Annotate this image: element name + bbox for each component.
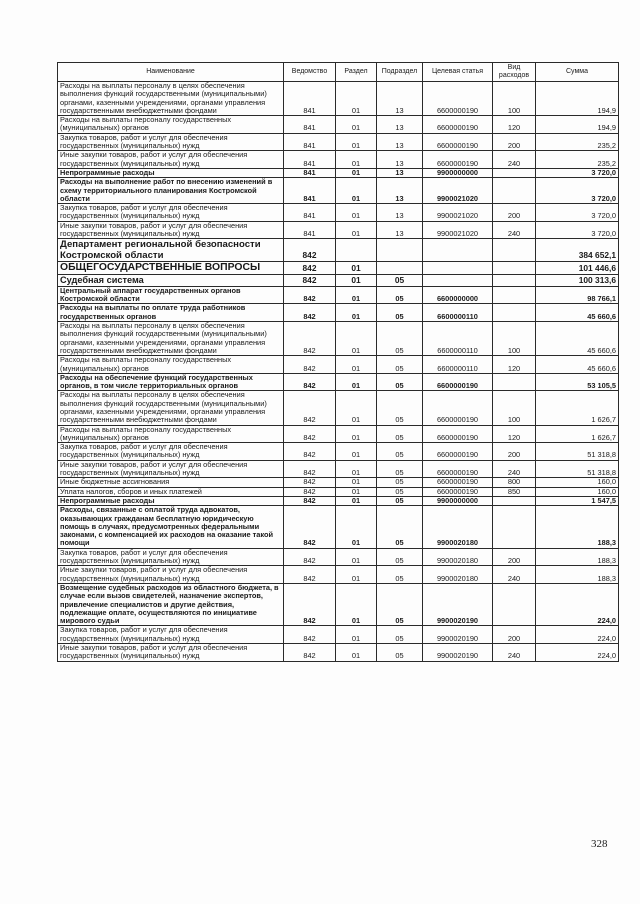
table-row xyxy=(58,275,619,287)
cell-razdel: 01 xyxy=(336,644,377,662)
cell-summa: 160,0 xyxy=(536,478,619,487)
cell-summa: 224,0 xyxy=(536,644,619,662)
cell-summa: 160,0 xyxy=(536,487,619,496)
table-row xyxy=(58,425,619,443)
cell-vid-raskhodov xyxy=(493,506,536,548)
cell-name: Иные закупки товаров, работ и услуг для обеспечения государственных (муниципальных) нужд xyxy=(58,151,284,169)
cell-vid-raskhodov: 200 xyxy=(493,133,536,151)
cell-razdel: 01 xyxy=(336,168,377,177)
table-row xyxy=(58,496,619,505)
cell-vid-raskhodov: 100 xyxy=(493,391,536,425)
table-row xyxy=(58,460,619,478)
cell-tselevaya-statya: 6600000190 xyxy=(423,82,493,116)
cell-vid-raskhodov: 800 xyxy=(493,478,536,487)
cell-name: Расходы, связанные с оплатой труда адвокатов, оказывающих гражданам бесплатную юридическую помощь в случаях, предусмотренных федеральными законами, с компенсацией их расходов на оказание такой помощи xyxy=(58,506,284,548)
cell-vedomstvo: 842 xyxy=(284,391,336,425)
table-row xyxy=(58,221,619,239)
cell-vedomstvo: 841 xyxy=(284,82,336,116)
cell-vedomstvo: 842 xyxy=(284,443,336,461)
cell-summa: 1 626,7 xyxy=(536,391,619,425)
cell-vid-raskhodov: 240 xyxy=(493,151,536,169)
cell-podrazdel: 05 xyxy=(377,566,423,584)
table-row xyxy=(58,239,619,262)
table-row xyxy=(58,583,619,625)
cell-vid-raskhodov xyxy=(493,178,536,204)
cell-vedomstvo: 841 xyxy=(284,151,336,169)
cell-vedomstvo: 842 xyxy=(284,626,336,644)
cell-summa: 51 318,8 xyxy=(536,443,619,461)
cell-summa: 3 720,0 xyxy=(536,178,619,204)
cell-name: Департамент региональной безопасности Костромской области xyxy=(58,239,284,262)
cell-summa: 194,9 xyxy=(536,82,619,116)
cell-vedomstvo: 842 xyxy=(284,460,336,478)
cell-name: Возмещение судебных расходов из областного бюджета, в случае если вызов свидетелей, назначение экспертов, привлечение специалистов и другие действия, подлежащие оплате, осуществляются по инициативе мирового судьи xyxy=(58,583,284,625)
cell-summa: 3 720,0 xyxy=(536,221,619,239)
cell-summa: 1 626,7 xyxy=(536,425,619,443)
cell-vedomstvo: 842 xyxy=(284,304,336,322)
cell-podrazdel: 05 xyxy=(377,443,423,461)
header-vedomstvo: Ведомство xyxy=(284,63,336,82)
cell-name: Расходы на выплаты персоналу в целях обеспечения выполнения функций государственными (муниципальными) органами, казенными учреждениями, органами управления государственными внебюджетными фондами xyxy=(58,391,284,425)
cell-tselevaya-statya: 9900021020 xyxy=(423,178,493,204)
cell-name: ОБЩЕГОСУДАРСТВЕННЫЕ ВОПРОСЫ xyxy=(58,262,284,275)
table-row xyxy=(58,82,619,116)
cell-razdel: 01 xyxy=(336,478,377,487)
cell-podrazdel: 05 xyxy=(377,425,423,443)
cell-podrazdel: 05 xyxy=(377,356,423,374)
cell-podrazdel: 05 xyxy=(377,286,423,304)
cell-vid-raskhodov: 200 xyxy=(493,443,536,461)
cell-summa: 235,2 xyxy=(536,151,619,169)
table-row xyxy=(58,322,619,356)
cell-razdel: 01 xyxy=(336,151,377,169)
cell-podrazdel: 05 xyxy=(377,506,423,548)
cell-vedomstvo: 841 xyxy=(284,168,336,177)
cell-name: Расходы на выплаты персоналу в целях обеспечения выполнения функций государственными (муниципальными) органами, казенными учреждениями, органами управления государственными внебюджетными фондами xyxy=(58,322,284,356)
cell-razdel: 01 xyxy=(336,356,377,374)
cell-name: Расходы на выплаты персоналу государственных (муниципальных) органов xyxy=(58,356,284,374)
cell-razdel: 01 xyxy=(336,262,377,275)
cell-podrazdel: 05 xyxy=(377,548,423,566)
cell-name: Уплата налогов, сборов и иных платежей xyxy=(58,487,284,496)
cell-summa: 101 446,6 xyxy=(536,262,619,275)
table-row xyxy=(58,304,619,322)
cell-razdel: 01 xyxy=(336,626,377,644)
cell-tselevaya-statya: 6600000190 xyxy=(423,487,493,496)
cell-tselevaya-statya: 6600000190 xyxy=(423,391,493,425)
table-row xyxy=(58,133,619,151)
cell-tselevaya-statya: 6600000190 xyxy=(423,373,493,391)
cell-tselevaya-statya: 6600000000 xyxy=(423,286,493,304)
table-row xyxy=(58,566,619,584)
cell-razdel: 01 xyxy=(336,373,377,391)
cell-podrazdel: 13 xyxy=(377,221,423,239)
cell-tselevaya-statya: 6600000190 xyxy=(423,478,493,487)
cell-podrazdel: 13 xyxy=(377,116,423,134)
cell-vid-raskhodov: 100 xyxy=(493,82,536,116)
table-body xyxy=(58,82,619,662)
cell-name: Непрограммные расходы xyxy=(58,496,284,505)
cell-name: Закупка товаров, работ и услуг для обеспечения государственных (муниципальных) нужд xyxy=(58,548,284,566)
cell-summa: 384 652,1 xyxy=(536,239,619,262)
cell-tselevaya-statya xyxy=(423,275,493,287)
cell-vid-raskhodov: 850 xyxy=(493,487,536,496)
cell-tselevaya-statya: 6600000190 xyxy=(423,425,493,443)
cell-summa: 224,0 xyxy=(536,626,619,644)
cell-podrazdel: 05 xyxy=(377,644,423,662)
cell-tselevaya-statya: 6600000190 xyxy=(423,133,493,151)
cell-vid-raskhodov: 200 xyxy=(493,548,536,566)
cell-vedomstvo: 842 xyxy=(284,239,336,262)
cell-razdel: 01 xyxy=(336,506,377,548)
cell-tselevaya-statya: 9900000000 xyxy=(423,168,493,177)
cell-vedomstvo: 842 xyxy=(284,373,336,391)
cell-podrazdel: 05 xyxy=(377,583,423,625)
cell-vedomstvo: 842 xyxy=(284,356,336,374)
cell-summa: 3 720,0 xyxy=(536,204,619,222)
cell-podrazdel: 13 xyxy=(377,178,423,204)
table-row xyxy=(58,391,619,425)
cell-summa: 45 660,6 xyxy=(536,356,619,374)
cell-name: Центральный аппарат государственных органов Костромской области xyxy=(58,286,284,304)
table-row xyxy=(58,626,619,644)
cell-vid-raskhodov xyxy=(493,304,536,322)
table-row xyxy=(58,506,619,548)
cell-podrazdel: 13 xyxy=(377,151,423,169)
cell-summa: 235,2 xyxy=(536,133,619,151)
cell-vid-raskhodov xyxy=(493,583,536,625)
table-row xyxy=(58,373,619,391)
cell-summa: 224,0 xyxy=(536,583,619,625)
table-row xyxy=(58,262,619,275)
cell-vedomstvo: 842 xyxy=(284,583,336,625)
cell-name: Иные закупки товаров, работ и услуг для обеспечения государственных (муниципальных) нужд xyxy=(58,644,284,662)
cell-tselevaya-statya: 9900021020 xyxy=(423,204,493,222)
cell-summa: 51 318,8 xyxy=(536,460,619,478)
table-row xyxy=(58,356,619,374)
cell-podrazdel: 13 xyxy=(377,82,423,116)
cell-vedomstvo: 842 xyxy=(284,566,336,584)
cell-tselevaya-statya: 9900020190 xyxy=(423,583,493,625)
cell-tselevaya-statya: 6600000110 xyxy=(423,356,493,374)
cell-razdel: 01 xyxy=(336,460,377,478)
cell-podrazdel: 05 xyxy=(377,626,423,644)
cell-name: Закупка товаров, работ и услуг для обеспечения государственных (муниципальных) нужд xyxy=(58,443,284,461)
cell-vedomstvo: 842 xyxy=(284,275,336,287)
budget-table xyxy=(57,62,619,662)
cell-podrazdel: 05 xyxy=(377,304,423,322)
cell-vedomstvo: 842 xyxy=(284,322,336,356)
cell-vedomstvo: 842 xyxy=(284,478,336,487)
cell-tselevaya-statya: 9900020180 xyxy=(423,506,493,548)
cell-tselevaya-statya: 9900020180 xyxy=(423,566,493,584)
cell-summa: 100 313,6 xyxy=(536,275,619,287)
cell-name: Иные закупки товаров, работ и услуг для обеспечения государственных (муниципальных) нужд xyxy=(58,460,284,478)
cell-razdel: 01 xyxy=(336,304,377,322)
header-podrazdel: Подраздел xyxy=(377,63,423,82)
cell-vid-raskhodov xyxy=(493,496,536,505)
table-row xyxy=(58,151,619,169)
cell-tselevaya-statya: 6600000190 xyxy=(423,116,493,134)
table-row xyxy=(58,478,619,487)
cell-tselevaya-statya: 6600000110 xyxy=(423,322,493,356)
cell-summa: 45 660,6 xyxy=(536,304,619,322)
page-number: 328 xyxy=(591,838,608,850)
cell-podrazdel: 05 xyxy=(377,322,423,356)
cell-razdel: 01 xyxy=(336,391,377,425)
header-vid-raskhodov: Вид расходов xyxy=(493,63,536,82)
cell-vedomstvo: 841 xyxy=(284,178,336,204)
header-razdel: Раздел xyxy=(336,63,377,82)
cell-name: Расходы на выплаты по оплате труда работников государственных органов xyxy=(58,304,284,322)
cell-name: Расходы на выплаты персоналу в целях обеспечения выполнения функций государственными (муниципальными) органами, казенными учреждениями, органами управления государственными внебюджетными фондами xyxy=(58,82,284,116)
cell-razdel: 01 xyxy=(336,82,377,116)
cell-podrazdel: 05 xyxy=(377,478,423,487)
table-row xyxy=(58,178,619,204)
header-summa: Сумма xyxy=(536,63,619,82)
cell-vedomstvo: 842 xyxy=(284,262,336,275)
cell-summa: 194,9 xyxy=(536,116,619,134)
cell-podrazdel: 13 xyxy=(377,133,423,151)
cell-vid-raskhodov xyxy=(493,262,536,275)
cell-tselevaya-statya: 6600000190 xyxy=(423,151,493,169)
cell-vedomstvo: 842 xyxy=(284,286,336,304)
cell-podrazdel: 05 xyxy=(377,487,423,496)
cell-summa: 98 766,1 xyxy=(536,286,619,304)
cell-vid-raskhodov xyxy=(493,275,536,287)
cell-name: Иные закупки товаров, работ и услуг для обеспечения государственных (муниципальных) нужд xyxy=(58,566,284,584)
cell-summa: 188,3 xyxy=(536,566,619,584)
header-name: Наименование xyxy=(58,63,284,82)
table-row xyxy=(58,443,619,461)
cell-razdel: 01 xyxy=(336,583,377,625)
cell-summa: 1 547,5 xyxy=(536,496,619,505)
cell-tselevaya-statya: 9900020180 xyxy=(423,548,493,566)
cell-podrazdel: 05 xyxy=(377,275,423,287)
cell-razdel: 01 xyxy=(336,322,377,356)
cell-tselevaya-statya: 9900020190 xyxy=(423,626,493,644)
cell-tselevaya-statya xyxy=(423,262,493,275)
cell-vid-raskhodov: 240 xyxy=(493,221,536,239)
cell-razdel: 01 xyxy=(336,204,377,222)
cell-name: Расходы на выплаты персоналу государственных (муниципальных) органов xyxy=(58,425,284,443)
cell-razdel: 01 xyxy=(336,566,377,584)
cell-summa: 188,3 xyxy=(536,548,619,566)
table-row xyxy=(58,286,619,304)
cell-name: Закупка товаров, работ и услуг для обеспечения государственных (муниципальных) нужд xyxy=(58,626,284,644)
cell-razdel: 01 xyxy=(336,221,377,239)
cell-vedomstvo: 841 xyxy=(284,133,336,151)
cell-razdel: 01 xyxy=(336,548,377,566)
cell-podrazdel: 05 xyxy=(377,373,423,391)
cell-podrazdel: 05 xyxy=(377,460,423,478)
cell-podrazdel: 05 xyxy=(377,391,423,425)
cell-name: Непрограммные расходы xyxy=(58,168,284,177)
cell-vedomstvo: 841 xyxy=(284,204,336,222)
cell-summa: 3 720,0 xyxy=(536,168,619,177)
cell-summa: 188,3 xyxy=(536,506,619,548)
cell-vedomstvo: 842 xyxy=(284,548,336,566)
table-header-row xyxy=(58,63,619,82)
cell-vid-raskhodov: 120 xyxy=(493,356,536,374)
cell-vid-raskhodov: 240 xyxy=(493,460,536,478)
cell-summa: 53 105,5 xyxy=(536,373,619,391)
cell-tselevaya-statya: 9900020190 xyxy=(423,644,493,662)
cell-tselevaya-statya: 6600000190 xyxy=(423,460,493,478)
table-row xyxy=(58,168,619,177)
cell-name: Расходы на выполнение работ по внесению изменений в схему территориального планирования Костромской области xyxy=(58,178,284,204)
cell-name: Закупка товаров, работ и услуг для обеспечения государственных (муниципальных) нужд xyxy=(58,133,284,151)
table-row xyxy=(58,548,619,566)
cell-vedomstvo: 842 xyxy=(284,487,336,496)
table-row xyxy=(58,116,619,134)
cell-podrazdel: 13 xyxy=(377,168,423,177)
cell-vid-raskhodov xyxy=(493,168,536,177)
cell-podrazdel: 05 xyxy=(377,496,423,505)
cell-razdel: 01 xyxy=(336,133,377,151)
cell-tselevaya-statya: 9900000000 xyxy=(423,496,493,505)
cell-razdel: 01 xyxy=(336,487,377,496)
cell-vedomstvo: 841 xyxy=(284,116,336,134)
cell-razdel: 01 xyxy=(336,443,377,461)
cell-vedomstvo: 842 xyxy=(284,496,336,505)
cell-podrazdel xyxy=(377,262,423,275)
cell-tselevaya-statya: 9900021020 xyxy=(423,221,493,239)
cell-tselevaya-statya: 6600000190 xyxy=(423,443,493,461)
cell-vid-raskhodov xyxy=(493,239,536,262)
cell-vedomstvo: 842 xyxy=(284,506,336,548)
cell-vid-raskhodov xyxy=(493,286,536,304)
cell-name: Расходы на выплаты персоналу государственных (муниципальных) органов xyxy=(58,116,284,134)
cell-vid-raskhodov: 100 xyxy=(493,322,536,356)
cell-vedomstvo: 842 xyxy=(284,425,336,443)
cell-vid-raskhodov: 120 xyxy=(493,425,536,443)
cell-vid-raskhodov: 120 xyxy=(493,116,536,134)
cell-tselevaya-statya xyxy=(423,239,493,262)
table-row xyxy=(58,487,619,496)
cell-name: Иные закупки товаров, работ и услуг для обеспечения государственных (муниципальных) нужд xyxy=(58,221,284,239)
cell-razdel: 01 xyxy=(336,275,377,287)
cell-vid-raskhodov xyxy=(493,373,536,391)
cell-razdel: 01 xyxy=(336,496,377,505)
cell-razdel xyxy=(336,239,377,262)
cell-vid-raskhodov: 240 xyxy=(493,566,536,584)
cell-name: Иные бюджетные ассигнования xyxy=(58,478,284,487)
cell-tselevaya-statya: 6600000110 xyxy=(423,304,493,322)
cell-vedomstvo: 841 xyxy=(284,221,336,239)
cell-name: Расходы на обеспечение функций государственных органов, в том числе территориальных органов xyxy=(58,373,284,391)
cell-razdel: 01 xyxy=(336,286,377,304)
table-row xyxy=(58,644,619,662)
cell-name: Закупка товаров, работ и услуг для обеспечения государственных (муниципальных) нужд xyxy=(58,204,284,222)
cell-vid-raskhodov: 240 xyxy=(493,644,536,662)
table-row xyxy=(58,204,619,222)
cell-name: Судебная система xyxy=(58,275,284,287)
header-tselevaya-statya: Целевая статья xyxy=(423,63,493,82)
cell-razdel: 01 xyxy=(336,425,377,443)
cell-podrazdel xyxy=(377,239,423,262)
cell-podrazdel: 13 xyxy=(377,204,423,222)
cell-vid-raskhodov: 200 xyxy=(493,626,536,644)
cell-razdel: 01 xyxy=(336,178,377,204)
cell-razdel: 01 xyxy=(336,116,377,134)
cell-summa: 45 660,6 xyxy=(536,322,619,356)
cell-vedomstvo: 842 xyxy=(284,644,336,662)
cell-vid-raskhodov: 200 xyxy=(493,204,536,222)
